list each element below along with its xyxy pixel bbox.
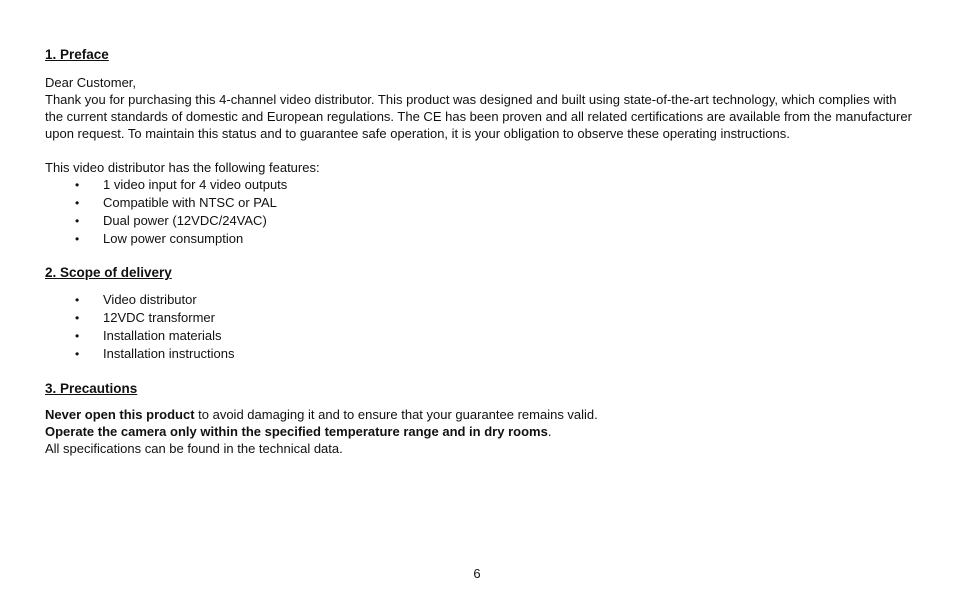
bullet-icon: •	[75, 329, 80, 343]
list-item-text: Compatible with NTSC or PAL	[103, 195, 277, 210]
precautions-heading: 3. Precautions	[45, 381, 138, 396]
list-item-text: Installation instructions	[103, 346, 235, 361]
features-intro: This video distributor has the following features:	[45, 160, 320, 175]
precaution-line-3: All specifications can be found in the technical data.	[45, 441, 343, 456]
list-item	[45, 230, 915, 248]
bullet-icon: •	[75, 311, 80, 325]
preface-heading: 1. Preface	[45, 47, 109, 62]
list-item	[45, 176, 915, 194]
precaution-text: .	[547, 424, 552, 439]
list-item-text: Installation materials	[103, 328, 222, 343]
list-item	[45, 327, 915, 345]
list-item-text: Video distributor	[103, 292, 197, 307]
bullet-icon: •	[75, 347, 80, 361]
list-item-text: 1 video input for 4 video outputs	[103, 177, 288, 192]
bullet-icon: •	[75, 293, 80, 307]
bullet-icon: •	[75, 196, 80, 210]
list-item-text: Low power consumption	[103, 231, 244, 246]
preface-body: Thank you for purchasing this 4-channel video distributor. This product was designed and built using state-of-the-art technology, which complies with the current standards of domestic and European regulations. The CE has been proven and all related certifications are available from the manufacturer upon request. To maintain this status and to guarantee safe operation, it is your obligation to observe these operating instructions.	[45, 92, 912, 141]
preface-greeting: Dear Customer,	[45, 75, 137, 90]
page-number: 6	[473, 566, 481, 581]
bullet-icon: •	[75, 214, 80, 228]
scope-list	[45, 291, 915, 363]
precaution-text: to avoid damaging it and to ensure that your guarantee remains valid.	[194, 407, 598, 422]
precaution-line-1	[45, 406, 915, 423]
scope-heading: 2. Scope of delivery	[45, 265, 172, 280]
list-item	[45, 194, 915, 212]
list-item	[45, 345, 915, 363]
list-item	[45, 212, 915, 230]
list-item	[45, 309, 915, 327]
precaution-emphasis: Never open this product	[45, 407, 195, 422]
bullet-icon: •	[75, 232, 80, 246]
precaution-line-2	[45, 423, 915, 440]
bullet-icon: •	[75, 178, 80, 192]
precaution-emphasis: Operate the camera only within the specified temperature range and in dry rooms	[45, 424, 548, 439]
features-list	[45, 176, 915, 248]
list-item	[45, 291, 915, 309]
list-item-text: Dual power (12VDC/24VAC)	[103, 213, 267, 228]
list-item-text: 12VDC transformer	[103, 310, 215, 325]
page-content	[45, 46, 915, 457]
